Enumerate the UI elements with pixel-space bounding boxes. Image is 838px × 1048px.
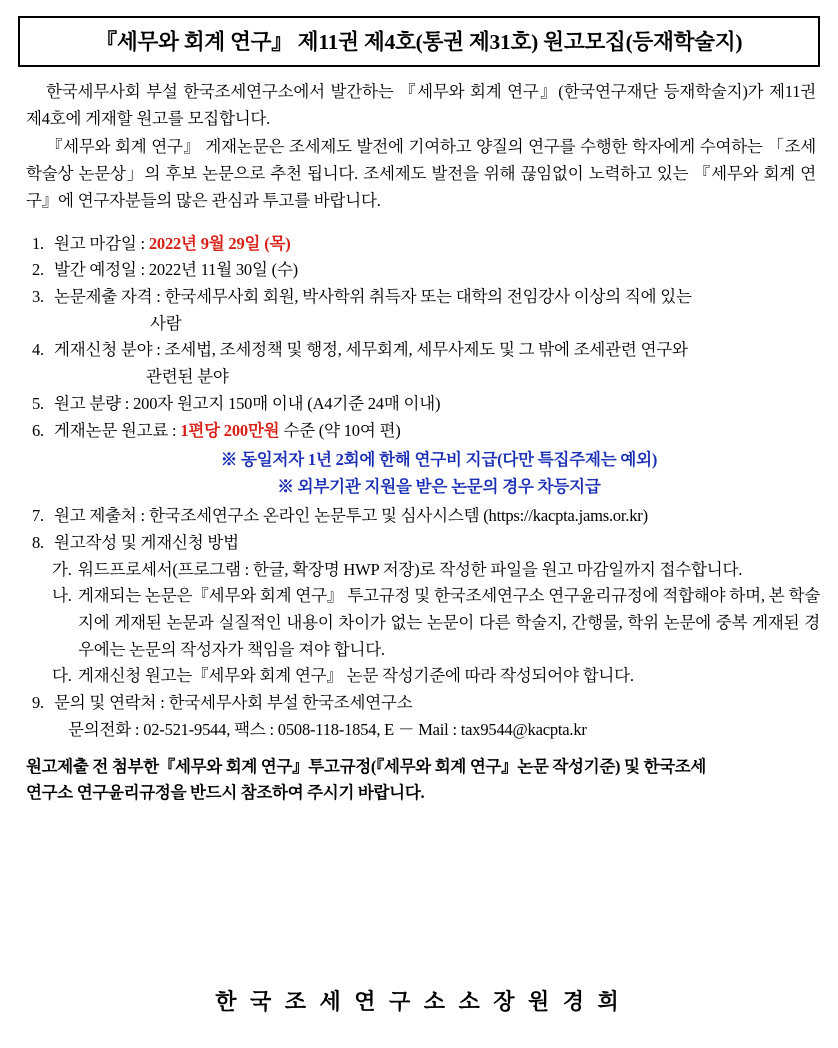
item-value-fields: 조세법, 조세정책 및 행정, 세무회계, 세무사제도 및 그 밖에 조세관련 연구와 [164, 340, 688, 360]
item-number: 4. [32, 340, 44, 360]
item-body [54, 530, 820, 557]
list-item [18, 663, 820, 690]
item-label: 논문제출 자격 : [54, 287, 165, 307]
item-value-submission-site: 한국조세연구소 온라인 논문투고 및 심사시스템 (https://kacpta.jams.or.kr) [148, 506, 648, 526]
sub-item-number: 다. [52, 666, 72, 686]
page-title: 『세무와 회계 연구』 제11권 제4호(통권 제31호) 원고모집(등재학술지) [95, 30, 743, 54]
item-number: 9. [32, 693, 44, 713]
sub-item-text: 워드프로세서(프로그램 : 한글, 확장명 HWP 저장)로 작성한 파일을 원고 마감일까지 접수합니다. [78, 559, 743, 579]
signature: 한 국 조 세 연 구 소 소 장 원 경 희 [215, 989, 623, 1014]
item-body [54, 503, 820, 530]
item-label: 원고 제출처 : [54, 506, 149, 526]
spacer [18, 217, 820, 231]
item-value-length: 200자 원고지 150매 이내 (A4기준 24매 이내) [133, 393, 441, 413]
sub-item-text: 게재되는 논문은『세무와 회계 연구』 투고규정 및 한국조세연구소 연구윤리규정에 적합해야 하며, 본 학술지에 게재된 논문과 실질적인 내용이 차이가 없는 논문이 다른 학술지, 간행물, 학위 논문에 중복 게재된 경우에는 논문의 작성자가 책임을 져야 합니다. [78, 586, 820, 659]
requirements-list-continued [18, 503, 820, 556]
list-item [18, 284, 820, 337]
bold-notice-line-1: 원고제출 전 첨부한『세무와 회계 연구』투고규정(『세무와 회계 연구』논문 작성기준) 및 한국조세 [26, 756, 707, 776]
item-body [54, 231, 820, 258]
intro-paragraph-2: 『세무와 회계 연구』 게재논문은 조세제도 발전에 기여하고 양질의 연구를 수행한 학자에게 수여하는 「조세학술상 논문상」의 후보 논문으로 추천 됩니다. 조세제도 발전을 위해 끊임없이 노력하고 있는 『세무와 회계 연구』에 연구자분들의 많은 관심과 투고를 바랍니다. [26, 137, 816, 210]
bold-notice-line-2: 연구소 연구윤리규정을 반드시 참조하여 주시기 바랍니다. [26, 783, 425, 803]
bold-notice [18, 754, 820, 807]
item-label: 게재논문 원고료 : [54, 420, 181, 440]
list-item [18, 418, 820, 445]
item-number: 1. [32, 233, 44, 253]
list-item [18, 530, 820, 557]
item-label: 게재신청 분야 : [54, 340, 165, 360]
intro-paragraph-1: 한국세무사회 부설 한국조세연구소에서 발간하는 『세무와 회계 연구』(한국연구재단 등재학술지)가 제11권 제4호에 게재할 원고를 모집합니다. [26, 82, 816, 128]
item-value-publish-date: 2022년 11월 30일 (수) [148, 260, 298, 280]
item-number: 7. [32, 506, 44, 526]
sub-item-text: 게재신청 원고는『세무와 회계 연구』 논문 작성기준에 따라 작성되어야 합니다. [78, 666, 634, 686]
fee-note-2: ※ 외부기관 지원을 받은 논문의 경우 차등지급 [277, 476, 601, 496]
list-item [18, 690, 820, 717]
list-item [18, 231, 820, 258]
item-label: 문의 및 연락처 : [54, 693, 169, 713]
item-value-fee-amount: 1편당 200만원 [180, 420, 280, 440]
item-body [54, 418, 820, 445]
requirements-list [18, 231, 820, 445]
item-value-eligibility: 한국세무사회 회원, 박사학위 취득자 또는 대학의 전임강사 이상의 직에 있는 [164, 287, 692, 307]
item-body [54, 257, 820, 284]
submission-method-sublist [18, 557, 820, 691]
item-label: 발간 예정일 : [54, 260, 149, 280]
list-item [18, 503, 820, 530]
item-label: 원고 마감일 : [54, 233, 149, 253]
list-item [18, 583, 820, 663]
item-number: 6. [32, 420, 44, 440]
item-body [54, 391, 820, 418]
item-value-eligibility-cont: 사람 [150, 313, 182, 333]
item-label: 원고작성 및 게재신청 방법 [54, 532, 239, 552]
item-body [54, 337, 820, 390]
item-number: 2. [32, 260, 44, 280]
item-number: 8. [32, 532, 44, 552]
item-label: 원고 분량 : [54, 393, 134, 413]
item-body [54, 284, 820, 337]
document-title-box [18, 16, 820, 67]
contact-details: 문의전화 : 02-521-9544, 팩스 : 0508-118-1854, E － Mail : tax9544@kacpta.kr [68, 719, 587, 739]
sub-item-number: 나. [52, 586, 72, 606]
item-value-fields-cont: 관련된 분야 [146, 367, 229, 387]
fee-notes [18, 447, 820, 500]
item-body [54, 690, 820, 717]
fee-note-1: ※ 동일저자 1년 2회에 한해 연구비 지급(다만 특집주제는 예외) [220, 450, 658, 470]
list-item [18, 337, 820, 390]
contact-section [18, 690, 820, 717]
sub-item-number: 가. [52, 559, 72, 579]
item-value-deadline: 2022년 9월 29일 (목) [148, 233, 291, 253]
item-number: 3. [32, 287, 44, 307]
list-item [18, 257, 820, 284]
item-value-contact-org: 한국세무사회 부설 한국조세연구소 [168, 693, 413, 713]
item-value-fee-tail: 수준 (약 10여 편) [279, 420, 401, 440]
item-number: 5. [32, 393, 44, 413]
list-item [18, 391, 820, 418]
list-item [18, 557, 820, 584]
